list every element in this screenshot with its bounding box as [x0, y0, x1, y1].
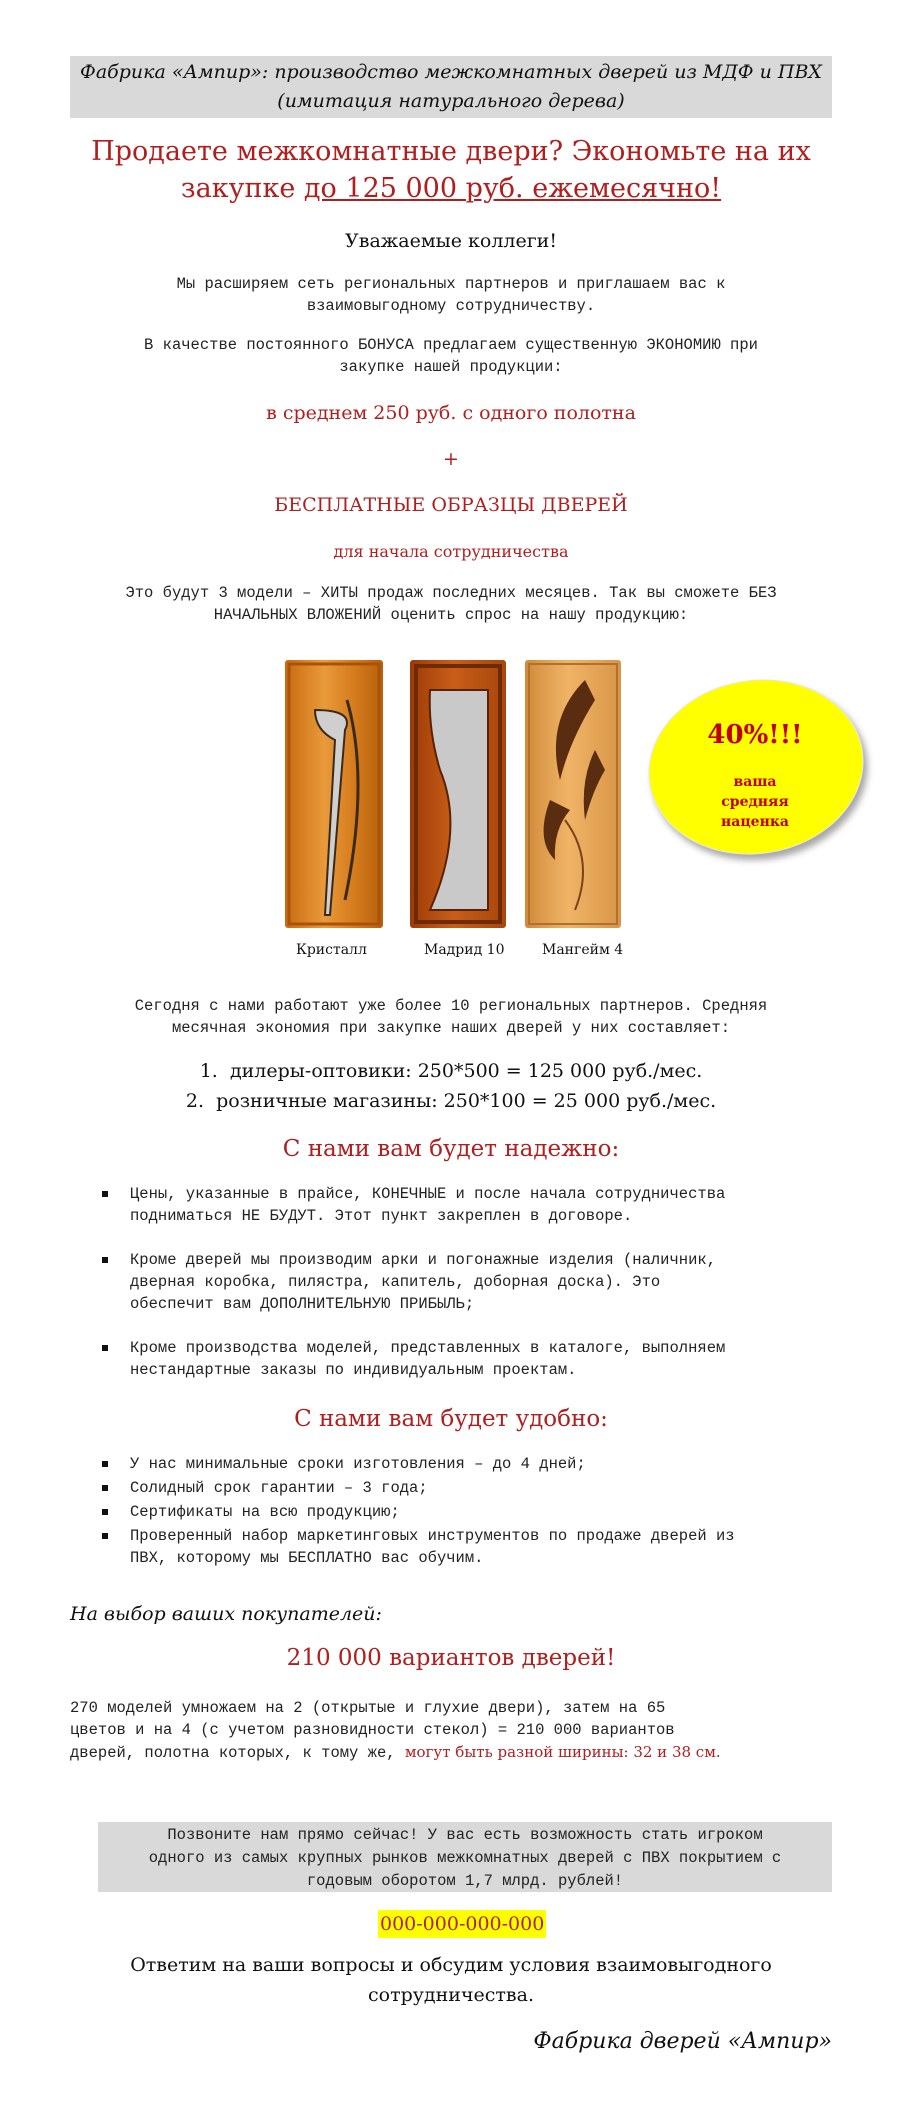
partners-line-1: Сегодня с нами работают уже более 10 региональных партнеров. Средняя — [134, 997, 768, 1015]
intro-p2-line-2: закупке нашей продукции: — [339, 358, 563, 376]
badge-label: ваша средняя наценка — [721, 774, 789, 830]
intro-paragraph-2 — [70, 334, 832, 378]
door-image-madrid-10 — [410, 660, 506, 928]
intro-paragraph-1 — [70, 273, 832, 317]
cta-line-1: Позвоните нам прямо сейчас! У вас есть возможность стать игроком — [167, 1826, 763, 1844]
reliable-title: С нами вам будет надежно: — [282, 1136, 620, 1162]
partners-line-2: месячная экономия при закупке наших дверей у них составляет: — [171, 1019, 731, 1037]
badge-ellipse — [636, 664, 877, 870]
list-item: Цены, указанные в прайсе, КОНЕЧНЫЕ и после начала сотрудничества подниматься НЕ БУДУТ. Этот пункт закреплен в договоре. — [100, 1183, 835, 1227]
list-item: Сертификаты на всю продукцию; — [100, 1501, 835, 1523]
door-caption: Кристалл — [296, 942, 367, 958]
greeting: Уважаемые коллеги! — [345, 230, 557, 252]
headline-line-1: Продаете межкомнатные двери? Экономьте на их — [91, 136, 811, 167]
intro-p1-line-1: Мы расширяем сеть региональных партнеров и приглашаем вас к — [176, 275, 726, 293]
models-line-2: НАЧАЛЬНЫХ ВЛОЖЕНИЙ оценить спрос на нашу продукцию: — [213, 606, 689, 624]
door-image-mangeim-4 — [525, 660, 621, 928]
choice-line-2: цветов и на 4 (с учетом разновидности стекол) = 210 000 вариантов — [70, 1721, 675, 1739]
list-item: Кроме производства моделей, представленных в каталоге, выполняем нестандартные заказы по индивидуальным проектам. — [100, 1337, 835, 1381]
headline-prefix: закупке — [180, 173, 304, 204]
closing-line-2: сотрудничества. — [368, 1984, 534, 2006]
models-paragraph — [70, 582, 832, 626]
reliable-list — [100, 1183, 835, 1381]
door-caption: Мангейм 4 — [542, 942, 624, 958]
list-item: Проверенный набор маркетинговых инструментов по продаже дверей из ПВХ, которому мы БЕСПЛАТНО вас обучим. — [100, 1525, 835, 1569]
headline-highlight: до 125 000 руб. ежемесячно! — [303, 173, 722, 204]
offer-samples: БЕСПЛАТНЫЕ ОБРАЗЦЫ ДВЕРЕЙ — [274, 494, 628, 516]
door-gallery — [285, 660, 625, 930]
choice-paragraph — [70, 1697, 845, 1764]
door-captions — [280, 942, 640, 962]
cta-line-2: одного из самых крупных рынков межкомнатных дверей с ПВХ покрытием с — [148, 1849, 782, 1867]
header-line-1: Фабрика «Ампир»: производство межкомнатных дверей из МДФ и ПВХ — [80, 61, 822, 83]
choice-line-1: 270 моделей умножаем на 2 (открытые и глухие двери), затем на 65 — [70, 1699, 666, 1717]
savings-list — [70, 1056, 832, 1116]
choice-line-3: дверей, полотна которых, к тому же, могут быть разной ширины: 32 и 38 см. — [70, 1743, 721, 1762]
offer-plus: + — [443, 448, 459, 470]
savings-item: 2. розничные магазины: 250*100 = 25 000 руб./мес. — [185, 1090, 717, 1112]
badge-value: 40%!!! — [707, 720, 803, 750]
call-to-action-box — [98, 1822, 832, 1892]
signature: Фабрика дверей «Ампир» — [533, 2029, 832, 2054]
models-line-1: Это будут 3 модели – ХИТЫ продаж последних месяцев. Так вы сможете БЕЗ — [125, 584, 777, 602]
header-line-2: (имитация натурального дерева) — [277, 90, 625, 112]
choice-title: 210 000 вариантов дверей! — [286, 1645, 616, 1671]
headline-line-2 — [70, 170, 832, 207]
partners-paragraph — [70, 995, 832, 1039]
phone-number[interactable]: 000-000-000-000 — [378, 1910, 546, 1938]
closing-line-1: Ответим на ваши вопросы и обсудим условия взаимовыгодного — [130, 1954, 772, 1976]
savings-item: 1. дилеры-оптовики: 250*500 = 125 000 руб./мес. — [199, 1060, 703, 1082]
header-banner — [70, 56, 832, 118]
intro-p1-line-2: взаимовыгодному сотрудничеству. — [306, 297, 596, 315]
offer-samples-note: для начала сотрудничества — [333, 542, 569, 561]
offer-saving: в среднем 250 руб. с одного полотна — [266, 402, 636, 424]
headline — [70, 133, 832, 207]
choice-label: На выбор ваших покупателей: — [70, 1603, 382, 1625]
intro-p2-line-1: В качестве постоянного БОНУСА предлагаем существенную ЭКОНОМИЮ при — [144, 336, 758, 354]
cta-line-3: годовым оборотом 1,7 млрд. рублей! — [306, 1872, 624, 1890]
door-image-kristall — [285, 660, 383, 928]
closing-text — [70, 1950, 832, 2010]
convenient-list — [100, 1453, 835, 1569]
door-caption: Мадрид 10 — [424, 942, 505, 958]
list-item: Солидный срок гарантии – 3 года; — [100, 1477, 835, 1499]
markup-badge — [648, 680, 868, 860]
list-item: У нас минимальные сроки изготовления – до 4 дней; — [100, 1453, 835, 1475]
convenient-title: С нами вам будет удобно: — [294, 1406, 608, 1432]
list-item: Кроме дверей мы производим арки и погонажные изделия (наличник, дверная коробка, пилястра, капитель, доборная доска). Это обеспечит вам ДОПОЛНИТЕЛЬНУЮ ПРИБЫЛЬ; — [100, 1249, 835, 1315]
